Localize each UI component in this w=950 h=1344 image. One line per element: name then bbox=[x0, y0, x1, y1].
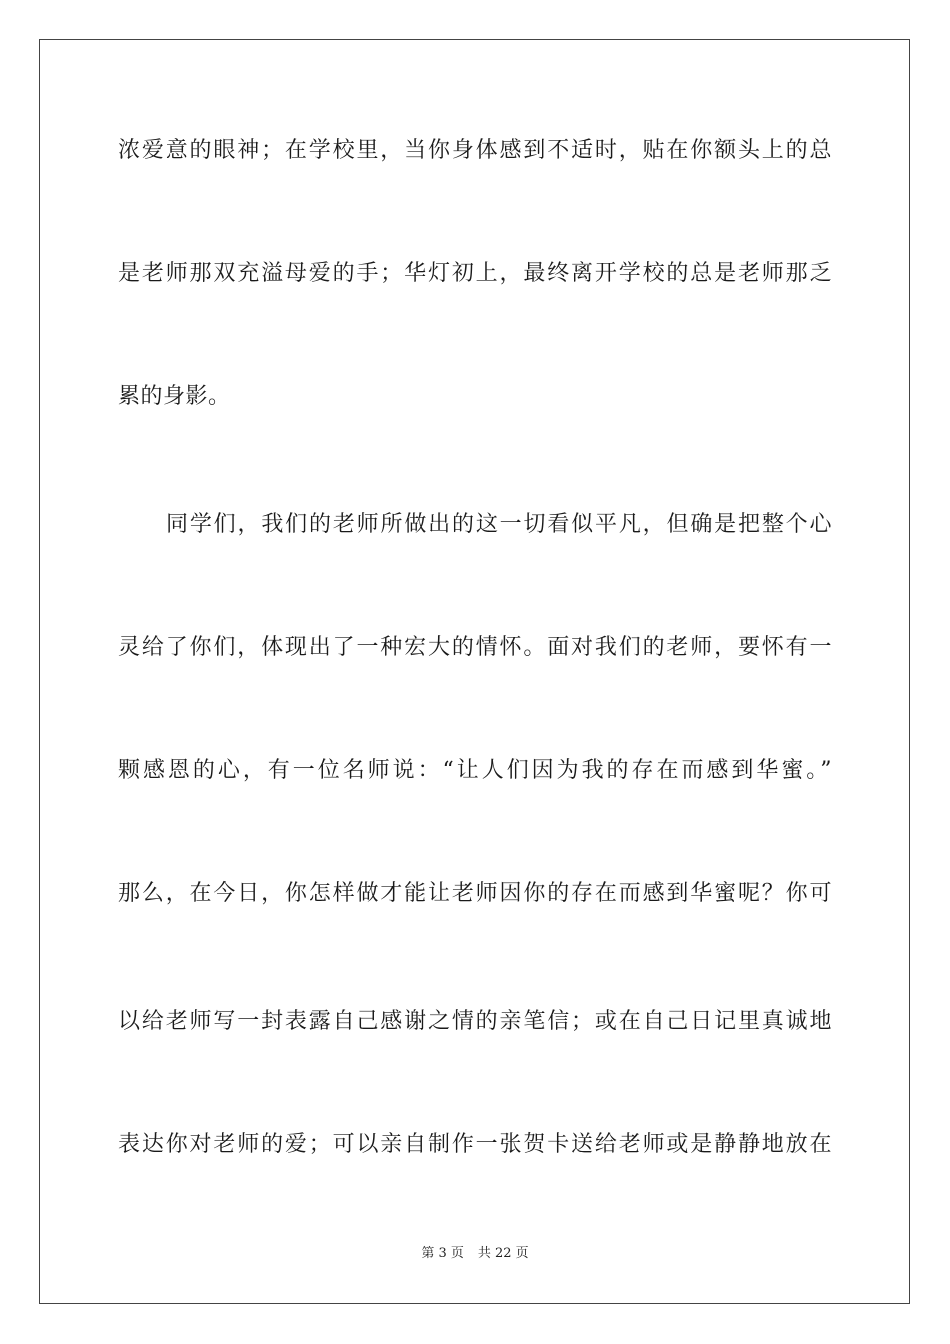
page-border bbox=[39, 39, 910, 1304]
page-number: 第 3 页 bbox=[421, 1246, 464, 1261]
text-line-6: 颗感恩的心，有一位名师说：“让人们因为我的存在而感到华蜜。” bbox=[118, 758, 832, 783]
text-line-1: 浓爱意的眼神；在学校里，当你身体感到不适时，贴在你额头上的总 bbox=[118, 138, 832, 163]
text-line-5: 灵给了你们，体现出了一种宏大的情怀。面对我们的老师，要怀有一 bbox=[118, 635, 832, 660]
paragraph-start-line: 同学们，我们的老师所做出的这一切看似平凡，但确是把整个心 bbox=[166, 512, 832, 537]
text-line-3: 累的身影。 bbox=[118, 384, 231, 409]
text-line-7: 那么，在今日，你怎样做才能让老师因你的存在而感到华蜜呢？你可 bbox=[118, 881, 832, 906]
text-line-2: 是老师那双充溢母爱的手；华灯初上，最终离开学校的总是老师那乏 bbox=[118, 261, 832, 286]
text-line-9: 表达你对老师的爱；可以亲自制作一张贺卡送给老师或是静静地放在 bbox=[118, 1132, 832, 1157]
page-total: 共 22 页 bbox=[477, 1246, 529, 1261]
page-footer bbox=[0, 1246, 950, 1262]
text-line-8: 以给老师写一封表露自己感谢之情的亲笔信；或在自己日记里真诚地 bbox=[118, 1009, 832, 1034]
